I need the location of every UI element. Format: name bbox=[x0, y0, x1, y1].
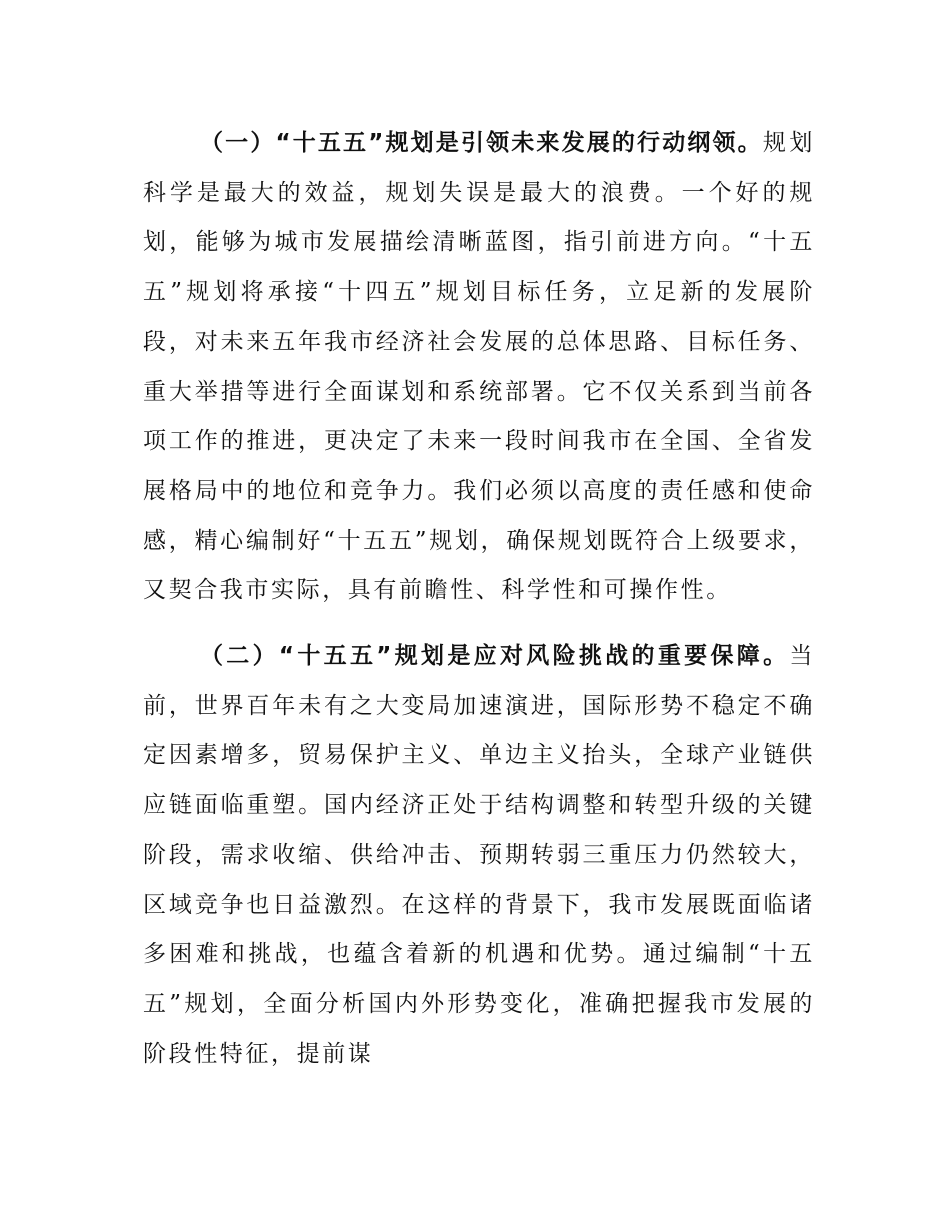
paragraph-2-body: 当前，世界百年未有之大变局加速演进，国际形势不稳定不确定因素增多，贸易保护主义、单边主义抬头，全球产业链供应链面临重塑。国内经济正处于结构调整和转型升级的关键阶段，需求收缩、供给冲击、预期转弱三重压力仍然较大，区域竞争也日益激烈。在这样的背景下，我市发展既面临诸多困难和挑战，也蕴含着新的机遇和优势。通过编制“十五五”规划，全面分析国内外形势变化，准确把握我市发展的阶段性特征，提前谋 bbox=[143, 643, 815, 1067]
paragraph-2-heading: （二）“十五五”规划是应对风险挑战的重要保障。 bbox=[200, 643, 790, 669]
paragraph-2 bbox=[143, 632, 815, 1079]
paragraph-1-body: 规划科学是最大的效益，规划失误是最大的浪费。一个好的规划，能够为城市发展描绘清晰蓝图，指引前进方向。“十五五”规划将承接“十四五”规划目标任务，立足新的发展阶段，对未来五年我市经济社会发展的总体思路、目标任务、重大举措等进行全面谋划和系统部署。它不仅关系到当前各项工作的推进，更决定了未来一段时间我市在全国、全省发展格局中的地位和竞争力。我们必须以高度的责任感和使命感，精心编制好“十五五”规划，确保规划既符合上级要求，又契合我市实际，具有前瞻性、科学性和可操作性。 bbox=[143, 130, 816, 604]
paragraph-1-heading: （一）“十五五”规划是引领未来发展的行动纲领。 bbox=[200, 130, 763, 156]
paragraph-1 bbox=[143, 119, 815, 616]
